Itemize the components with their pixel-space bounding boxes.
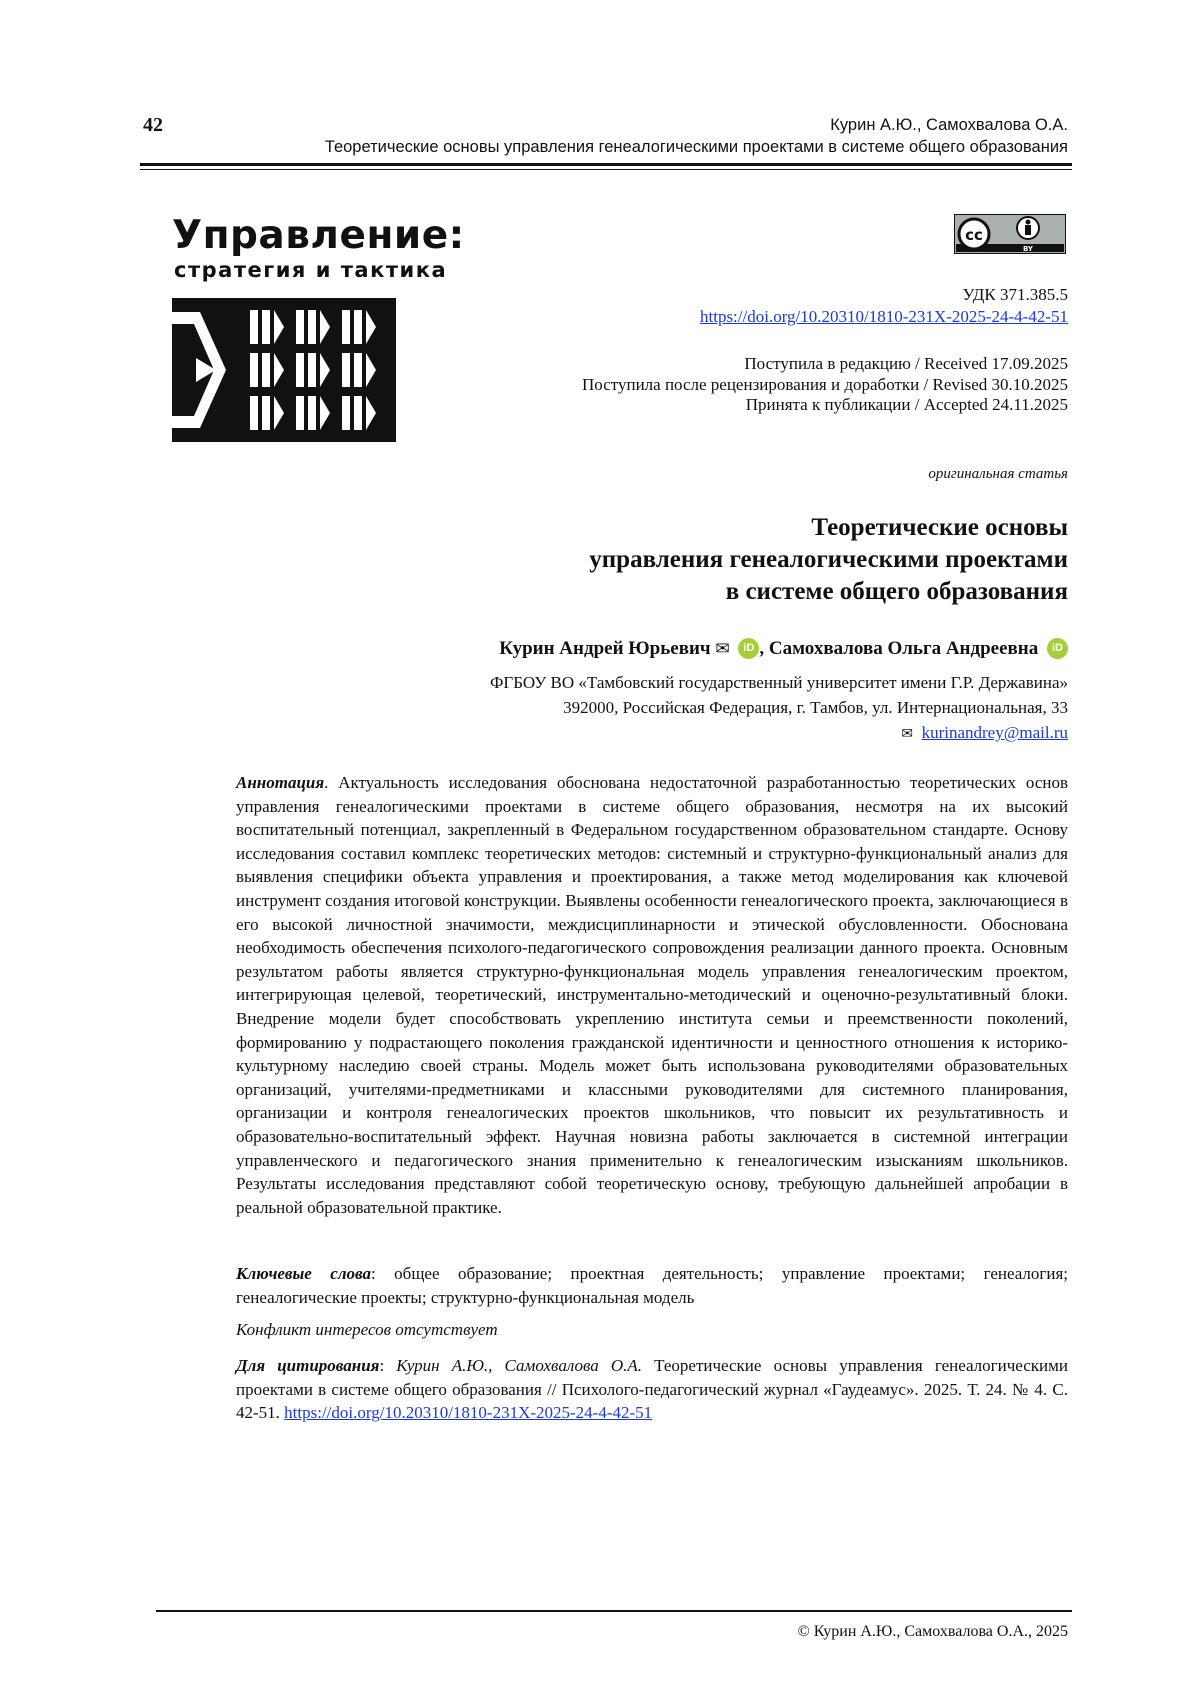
- author-separator: ,: [759, 638, 765, 659]
- citation-doi-link[interactable]: https://doi.org/10.20310/1810-231X-2025-24-4-42-51: [284, 1403, 653, 1423]
- abstract-text: . Актуальность исследования обоснована недостаточной разработанностью теоретических основ управления генеалогическими проектами в системе общего образования, несмотря на их высокий воспитательный потенциал, закрепленный в Федеральном государственном образовательном стандарте. Основу исследования составил комплекс теоретических методов: системный и структурно-функциональный анализ для выявления специфики объекта управления и проектирования, а также метод моделирования как ключевой инструмент создания итоговой конструкции. Выявлены особенности генеалогического проекта, заключающиеся в его высокой личностной значимости, междисциплинарности и этической обусловленности. Обоснована необходимость обеспечения психолого-педагогического сопровождения реализации данного проекта. Основным результатом работы является структурно-функциональная модель управления генеалогическим проектом, интегрирующая целевой, теоретический, инструментально-методический и оценочно-результативный блоки. Внедрение модели будет способствовать укреплению института семьи и преемственности поколений, формированию у подрастающего поколения гражданской идентичности и ценностного отношения к историко-культурному наследию своей страны. Модель может быть использована руководителями образовательных организаций, учителями-предметниками и классными руководителями для системного планирования, организации и контроля генеалогических проектов школьников, что повысит их результативность и образовательно-воспитательный эффект. Научная новизна работы заключается в системной интеграции управленческого и педагогического знания применительно к генеалогическим изысканиям школьников. Результаты исследования представляют собой теоретическую основу, требующую дальнейшей апробации в реальной образовательной практике.: [236, 773, 1068, 1217]
- udc-code: УДК 371.385.5: [962, 285, 1068, 304]
- header-rule-thin: [140, 169, 1072, 170]
- orcid-icon-author-1[interactable]: iD: [738, 638, 759, 659]
- footer-rule: [156, 1610, 1072, 1612]
- citation-authors: Курин А.Ю., Самохвалова О.А.: [396, 1356, 642, 1375]
- mail-icon: ✉: [715, 639, 730, 659]
- citation-label: Для цитирования: [236, 1356, 380, 1375]
- publication-dates: [582, 354, 1068, 416]
- accepted-date: Принята к публикации / Accepted 24.11.2025: [745, 395, 1068, 414]
- affiliation-address: 392000, Российская Федерация, г. Тамбов, ул. Интернациональная, 33: [563, 698, 1068, 717]
- title-line-2: управления генеалогическими проектами: [589, 546, 1068, 573]
- orcid-icon-author-2[interactable]: iD: [1047, 638, 1068, 659]
- revised-date: Поступила после рецензирования и доработки / Revised 30.10.2025: [582, 374, 1068, 394]
- affiliation: [490, 670, 1068, 747]
- mail-icon: ✉: [901, 726, 914, 742]
- journal-logo-subtitle: стратегия и тактика: [174, 258, 448, 282]
- meta-udc-doi: [700, 284, 1068, 328]
- abstract: [236, 771, 1068, 1219]
- copyright: © Курин А.Ю., Самохвалова О.А., 2025: [797, 1623, 1068, 1640]
- citation: [236, 1354, 1068, 1425]
- doi-link[interactable]: https://doi.org/10.20310/1810-231X-2025-24-4-42-51: [700, 307, 1068, 326]
- email-link[interactable]: kurinandrey@mail.ru: [921, 723, 1068, 742]
- article-title: [368, 512, 1068, 608]
- running-head: [325, 114, 1068, 158]
- cc-label: cc: [965, 226, 983, 244]
- keywords-text: : общее образование; проектная деятельность; управление проектами; генеалогия; генеалогические проекты; структурно-функциональная модель: [236, 1264, 1069, 1307]
- running-head-title: Теоретические основы управления генеалогическими проектами в системе общего образования: [324, 138, 1068, 156]
- by-label: BY: [1022, 245, 1034, 253]
- keywords: [236, 1262, 1068, 1309]
- journal-logo-icon: [172, 298, 396, 442]
- author-1-name: Курин Андрей Юрьевич: [499, 638, 711, 659]
- conflict-of-interest: Конфликт интересов отсутствует: [236, 1320, 498, 1339]
- citation-text: Теоретические основы управления генеалогическими проектами в системе общего образования // Психолого-педагогический журнал «Гаудеамус». 2025. Т. 24. № 4. С. 42-51.: [236, 1356, 1069, 1423]
- citation-colon: :: [379, 1356, 397, 1375]
- running-head-authors: Курин А.Ю., Самохвалова О.А.: [830, 116, 1068, 134]
- title-line-1: Теоретические основы: [811, 514, 1068, 541]
- keywords-label: Ключевые слова: [236, 1264, 372, 1283]
- header-rule-thick: [140, 163, 1072, 166]
- article-type: оригинальная статья: [928, 466, 1068, 482]
- abstract-label: Аннотация: [236, 773, 325, 792]
- cc-by-icon[interactable]: [954, 214, 1066, 254]
- affiliation-email-row: [490, 720, 1068, 747]
- page-number: 42: [143, 114, 163, 136]
- journal-logo-title: Управление:: [172, 213, 465, 258]
- title-line-3: в системе общего образования: [725, 578, 1068, 605]
- authors: [499, 638, 1068, 660]
- received-date: Поступила в редакцию / Received 17.09.2025: [744, 354, 1068, 373]
- author-2-name: Самохвалова Ольга Андреевна: [768, 638, 1039, 659]
- affiliation-org: ФГБОУ ВО «Тамбовский государственный университет имени Г.Р. Державина»: [489, 673, 1068, 692]
